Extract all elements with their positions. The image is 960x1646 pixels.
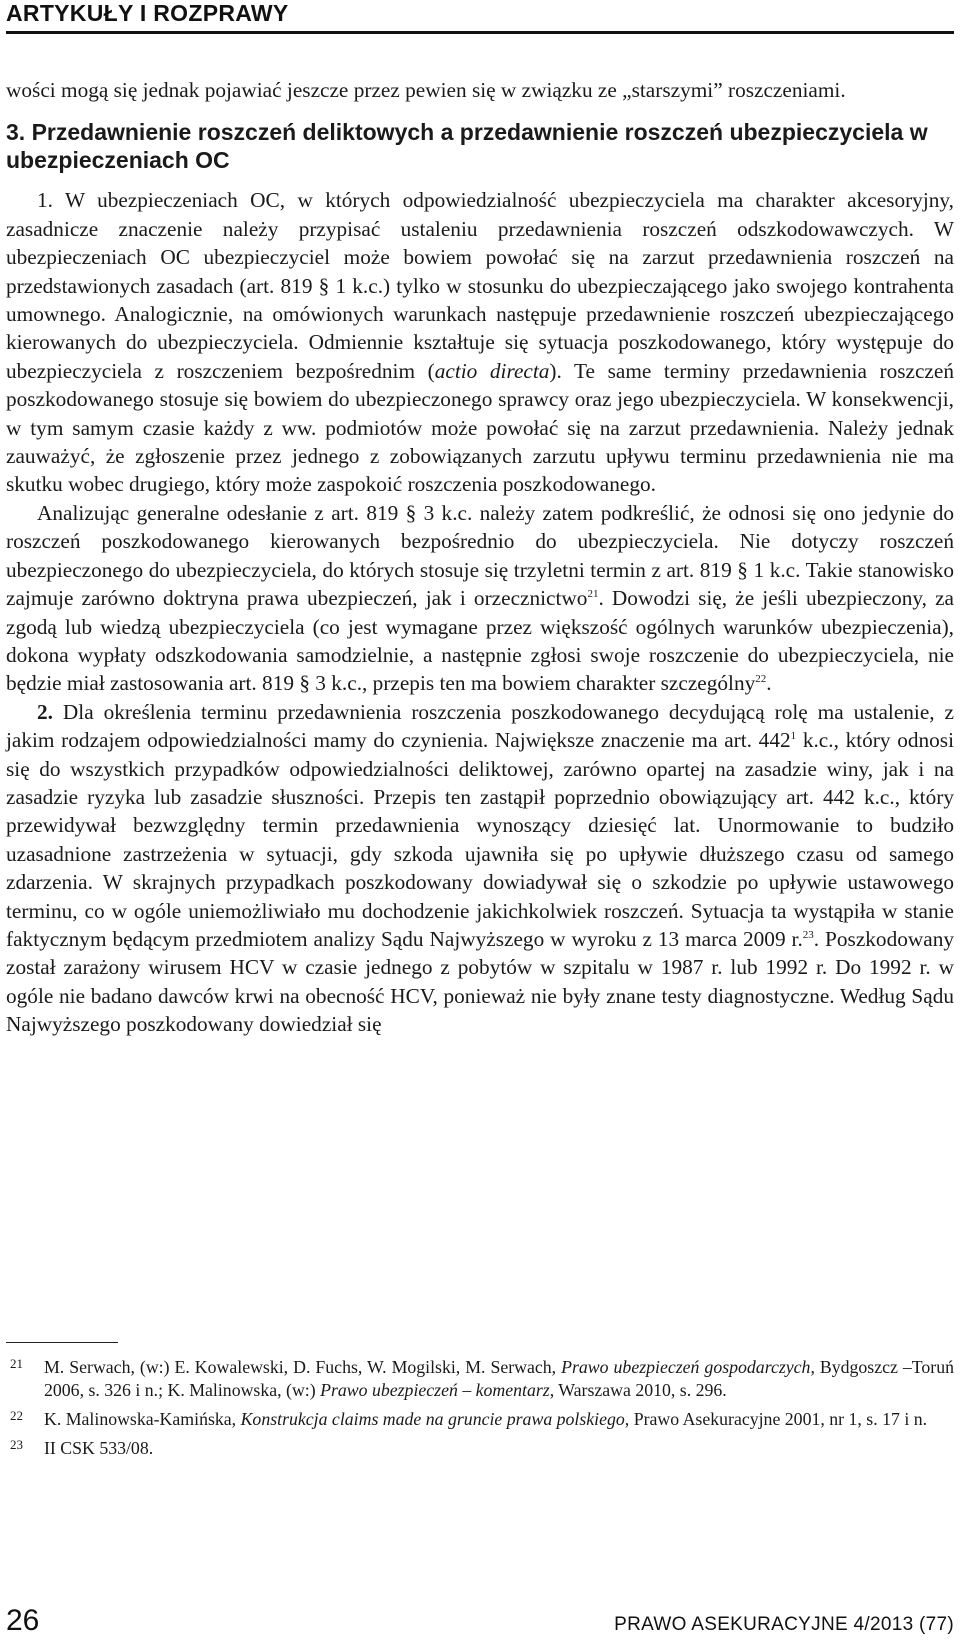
superscript: 1 — [790, 730, 797, 743]
paragraph-text: . Dowodzi się, że jeśli ubezpieczony, za zgodą lub wiedzą ubezpieczyciela (co jest wymagane przez większość ogólnych warunków ubezpieczenia), dokona wypłaty odszkodowania samodzielnie, a następnie zgłosi swoje roszczenie do ubezpieczyciela, nie będzie miał zastosowania art. 819 § 3 k.c., przepis ten ma bowiem charakter szczególny — [6, 586, 954, 696]
paragraph-number: 2. — [37, 699, 53, 724]
section-heading: 3. Przedawnienie roszczeń deliktowych a przedawnienie roszczeń ubezpieczyciela w ubezpieczeniach OC — [6, 119, 928, 174]
footnote-text: K. Malinowska-Kamińska, — [44, 1409, 241, 1429]
paragraph-text: . Poszkodowany został zarażony wirusem HCV w czasie jednego z pobytów w szpitalu w 1987 r. lub 1992 r. Do 1992 r. w ogóle nie badano dawców krwi na obecność HCV, ponieważ nie były znane testy diagnostyczne. Według Sądu Najwyższego poszkodowany dowiedział się — [6, 926, 954, 1037]
footnotes — [6, 1356, 954, 1466]
paragraph — [6, 186, 954, 498]
paragraph-text: k.c., który odnosi się do wszystkich przypadków odpowiedzialności deliktowej, zarówno opartej na zasadzie winy, jak i na zasadzie ryzyka lub zasadzie słuszności. Przepis ten zastąpił poprzednio obowiązujący art. 442 k.c., który przewidywał bezwzględny termin przedawnienia wynoszący dziesięć lat. Unormowanie to budziło uzasadnione zastrzeżenia w sytuacji, gdy szkoda ujawniła się po upływie dłuższego czasu od samego zdarzenia. W skrajnych przypadkach poszkodowany dowiadywał się o szkodzie po upływie ustawowego terminu, co w ogóle uniemożliwiało mu dochodzenie jakichkolwiek roszczeń. Sytuacja ta wystąpiła w stanie faktycznym będącym przedmiotem analizy Sądu Najwyższego w wyroku z 13 marca 2009 r. — [6, 728, 954, 951]
page-number: 26 — [6, 1604, 40, 1637]
footnote-text: , Warszawa 2010, s. 296. — [549, 1380, 727, 1400]
footnote-ref[interactable]: 23 — [802, 928, 814, 941]
article-body — [6, 76, 954, 1039]
footnote — [6, 1408, 954, 1431]
footnote-text: II CSK 533/08. — [44, 1438, 154, 1458]
paragraph: wości mogą się jednak pojawiać jeszcze przez pewien się w związku ze „starszymi” roszczeniami. — [6, 78, 846, 102]
paragraph — [6, 499, 954, 698]
header-rule — [6, 31, 954, 34]
footnote-title: Konstrukcja claims made na gruncie prawa polskiego — [240, 1409, 625, 1429]
footnote-rule — [6, 1342, 118, 1343]
footnote-text: M. Serwach, (w:) E. Kowalewski, D. Fuchs, W. Mogilski, M. Serwach, — [44, 1357, 562, 1377]
italic-term: actio directa — [434, 358, 550, 383]
footnote-text: , Prawo Asekuracyjne 2001, nr 1, s. 17 i n. — [624, 1409, 928, 1429]
footnote-number: 22 — [10, 1408, 23, 1423]
paragraph-text: Dla określenia terminu przedawnienia roszczenia poszkodowanego decydującą rolę ma ustalenie, z jakim rodzajem odpowiedzialności mamy do czynienia. Największe znaczenie ma art. 442 — [6, 699, 954, 753]
footnote — [6, 1437, 954, 1460]
footnote-title: Prawo ubezpieczeń – komentarz — [320, 1380, 550, 1400]
footnote-title: Prawo ubezpieczeń gospodarczych — [561, 1357, 811, 1377]
paragraph-text: W ubezpieczeniach OC, w których odpowiedzialność ubezpieczyciela ma charakter akcesoryjny, zasadnicze znaczenie należy przypisać ustaleniu przedawnienia roszczeń odszkodowawczych. W ubezpieczeniach OC ubezpieczyciel może bowiem powołać się na zarzut przedawnienia roszczeń na przedstawionych zasadach (art. 819 § 1 k.c.) tylko w stosunku do ubezpieczającego jako swojego kontrahenta umownego. Analogicznie, na omówionych warunkach następuje przedawnienie roszczeń ubezpieczającego kierowanych do ubezpieczyciela. Odmiennie kształtuje się sytuacja poszkodowanego, który występuje do ubezpieczyciela z roszczeniem bezpośrednim ( — [6, 188, 954, 383]
paragraph — [6, 698, 954, 1039]
running-header: ARTYKUŁY I ROZPRAWY — [6, 0, 289, 26]
footnote-ref[interactable]: 21 — [587, 588, 599, 600]
footnote-number: 23 — [10, 1437, 23, 1452]
footnote-text: , Bydgoszcz –Toruń 2006, s. 326 i n.; K. Malinowska, (w:) — [44, 1357, 954, 1400]
paragraph-text: ). Te same terminy przedawnienia roszczeń poszkodowanego stosuje się bowiem do ubezpieczonego sprawcy oraz jego ubezpieczyciela. W konsekwencji, w tym samym czasie każdy z ww. podmiotów może powołać się na zarzut przedawnienia. Należy jednak zauważyć, że zgłoszenie przez jednego z zobowiązanych zarzutu upływu terminu przedawnienia nie ma skutku wobec drugiego, który może zaspokoić roszczenia poszkodowanego. — [6, 358, 954, 497]
footnote — [6, 1356, 954, 1402]
journal-name: PRAWO ASEKURACYJNE 4/2013 (77) — [614, 1614, 954, 1635]
paragraph-text: Analizując generalne odesłanie z art. 819 § 3 k.c. należy zatem podkreślić, że odnosi się ono jedynie do roszczeń poszkodowanego kierowanych bezpośrednio do ubezpieczyciela. Nie dotyczy roszczeń ubezpieczonego do ubezpieczyciela, do których stosuje się trzyletni termin z art. 819 § 1 k.c. Takie stanowisko zajmuje zarówno doktryna prawa ubezpieczeń, jak i orzecznictwo — [6, 500, 954, 611]
footnote-number: 21 — [10, 1356, 23, 1371]
paragraph-text: . — [766, 671, 772, 696]
footnote-ref[interactable]: 22 — [755, 673, 767, 686]
paragraph-number: 1. — [37, 188, 53, 213]
